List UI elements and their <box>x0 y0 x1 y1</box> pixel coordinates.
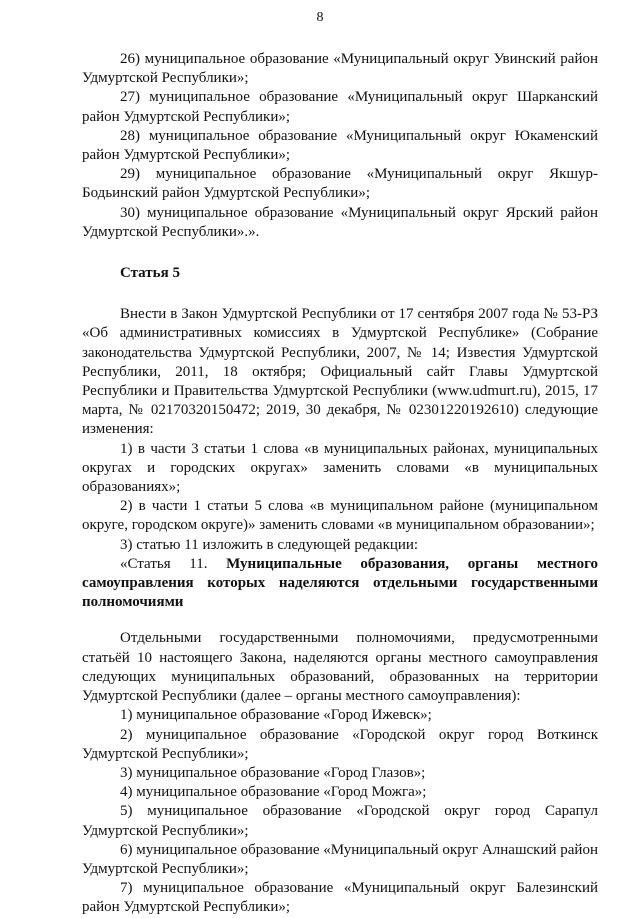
new-article-title <box>82 555 598 613</box>
new-article-body: Отдельными государственными полномочиями, предусмотренными статьёй 10 настоящего Закона, наделяются органы местного самоуправления следующих муниципальных образований, образованных на территории Удмуртской Республики (далее – органы местного самоуправления): <box>82 630 598 705</box>
new-article-item-1: 1) муниципальное образование «Город Ижевск»; <box>120 707 432 724</box>
document-body <box>82 50 598 918</box>
new-article-item-5: 5) муниципальное образование «Городской округ город Сарапул Удмуртской Республики»; <box>82 803 598 839</box>
new-article-item-3: 3) муниципальное образование «Город Глазов»; <box>120 764 426 781</box>
list-item-28: 28) муниципальное образование «Муниципальный округ Юкаменский район Удмуртской Республики»; <box>82 127 598 164</box>
article-heading: Статья 5 <box>120 265 180 282</box>
amendment-item-2: 2) в части 1 статьи 5 слова «в муниципальном районе (муниципальном округе, городском округе)» заменить словами «в муниципальном образовании»; <box>82 498 598 534</box>
list-item-27: 27) муниципальное образование «Муниципальный округ Шарканский район Удмуртской Республики»; <box>82 89 598 125</box>
list-item-26: 26) муниципальное образование «Муниципальный округ Увинский район Удмуртской Республики»; <box>82 51 598 87</box>
list-item-29: 29) муниципальное образование «Муниципальный округ Якшур-Бодьинский район Удмуртской Республики»; <box>82 166 598 202</box>
new-article-item-4: 4) муниципальное образование «Город Можга»; <box>120 784 427 801</box>
new-article-item-6: 6) муниципальное образование «Муниципальный округ Алнашский район Удмуртской Республики»; <box>82 841 598 877</box>
page-number: 8 <box>316 10 324 25</box>
new-article-title-text: Муниципальные образования, органы местного самоуправления которых наделяются отдельными государственными полномочиями <box>82 555 599 611</box>
list-item-30: 30) муниципальное образование «Муниципальный округ Ярский район Удмуртской Республики».». <box>82 204 598 240</box>
amendment-item-3: 3) статью 11 изложить в следующей редакции: <box>120 536 419 553</box>
amendment-intro: Внести в Закон Удмуртской Республики от 17 сентября 2007 года № 53-РЗ «Об административных комиссиях в Удмуртской Республике» (Собрание законодательства Удмуртской Республики, 2007, № 14; Известия Удмуртской Республики, 2011, 18 октября; Официальный сайт Главы Удмуртской Республики и Правительства Удмуртской Республики (www.udmurt.ru), 2015, 17 марта, № 02170320150472; 2019, 30 декабря, № 02301220192610) следующие изменения: <box>82 306 598 438</box>
new-article-prefix: «Статья 11. <box>120 555 227 572</box>
spacer <box>82 612 598 629</box>
new-article-item-2: 2) муниципальное образование «Городской округ город Воткинск Удмуртской Республики»; <box>82 726 598 762</box>
amendment-item-1: 1) в части 3 статьи 1 слова «в муниципальных районах, муниципальных округах и городских округах» заменить словами «в муниципальных образованиях»; <box>82 440 598 496</box>
new-article-item-7: 7) муниципальное образование «Муниципальный округ Балезинский район Удмуртской Республики»; <box>82 880 598 916</box>
